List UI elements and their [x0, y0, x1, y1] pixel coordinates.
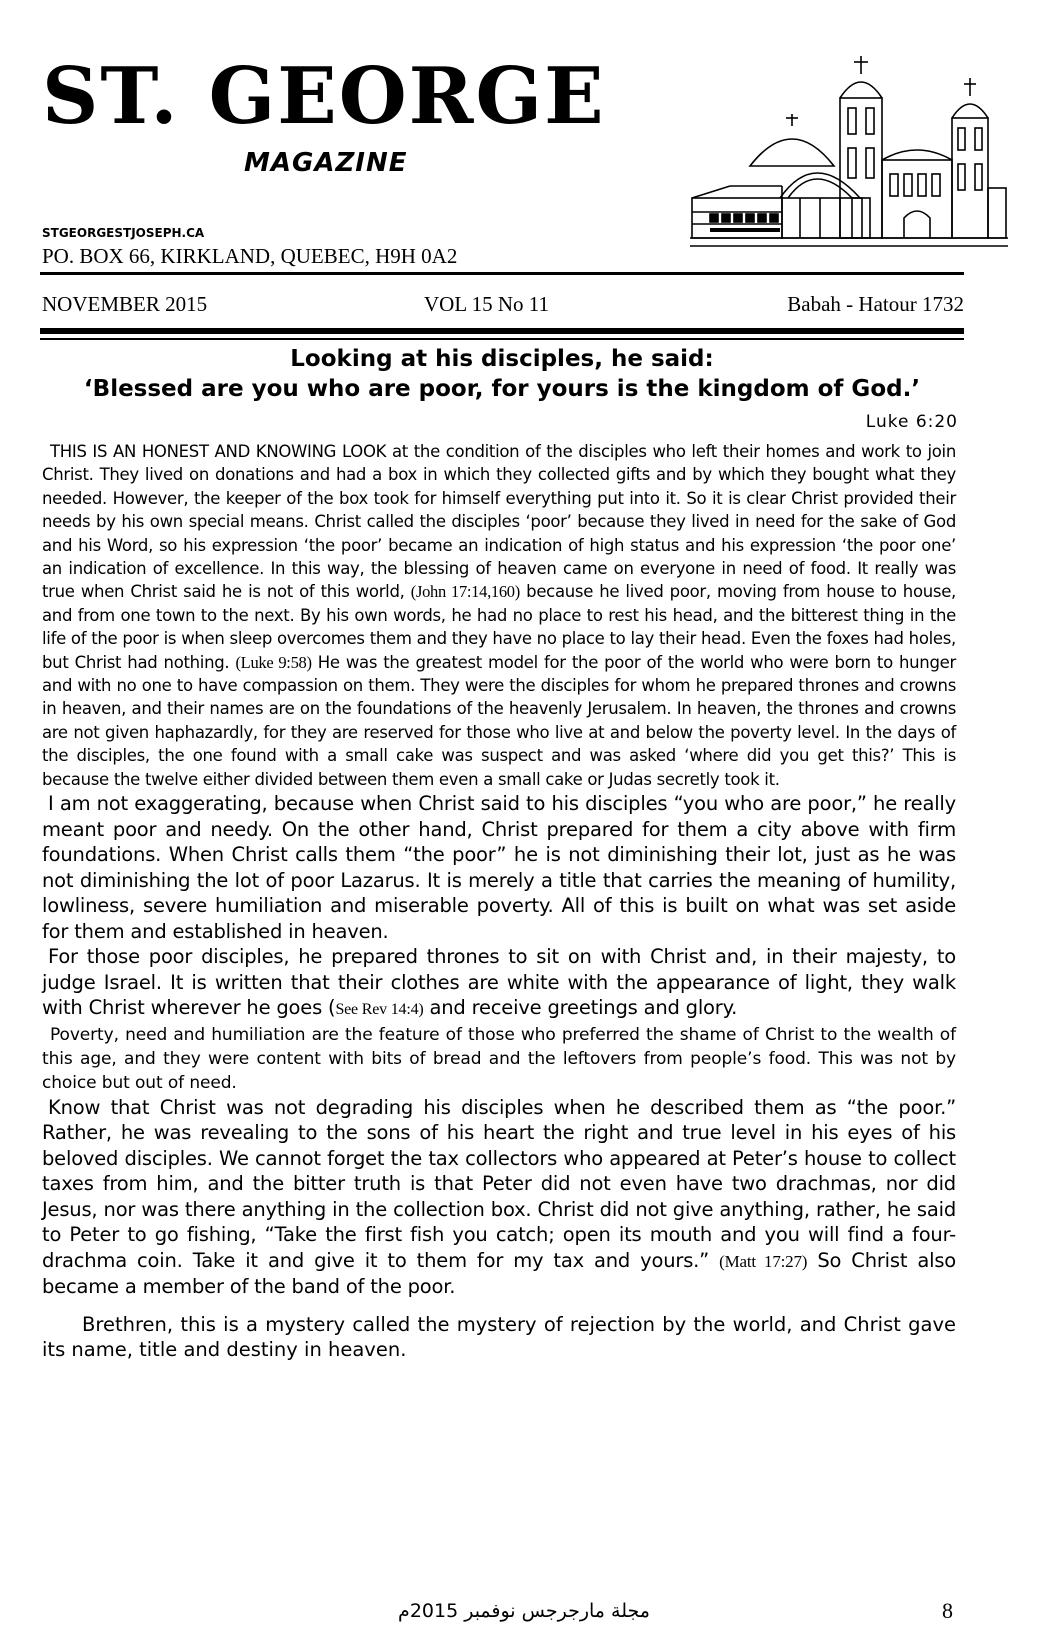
citation-rev: See Rev 14:4)	[335, 1001, 424, 1019]
headline-line-1: Looking at his disciples, he said:	[290, 346, 714, 372]
citation-john: (John 17:14,160)	[410, 582, 520, 602]
paragraph-1	[42, 440, 956, 791]
scripture-reference: Luke 6:20	[865, 412, 958, 432]
coptic-month: Babah - Hatour 1732	[787, 292, 964, 316]
paragraph-1-part-a: THIS IS AN HONEST AND KNOWING LOOK at the condition of the disciples who left their homes and work to join Christ. They lived on donations and had a box in which they collected gifts and by which they bought what they needed. However, the keeper of the box took for himself everything put into it. So it is clear Christ provided their needs by his own special means. Christ called the disciples ‘poor’ because they lived in need for the sake of God and his Word, so his expression ‘the poor’ became an indication of high status and his expression ‘the poor one’ an indication of excellence. In this way, the blessing of heaven came on everyone in need of food. It really was true when Christ said he is not of this world,	[42, 442, 956, 602]
divider-top	[40, 272, 964, 275]
issue-date: NOVEMBER 2015	[42, 292, 208, 316]
paragraph-4: Poverty, need and humiliation are the feature of those who preferred the shame of Christ to the wealth of this age, and they were content with bits of bread and the leftovers from people’s food. This was not by choice but out of need.	[42, 1024, 956, 1093]
issue-volume: VOL 15 No 11	[424, 292, 550, 316]
paragraph-3-part-b: and receive greetings and glory.	[429, 996, 738, 1020]
magazine-subtitle: MAGAZINE	[244, 148, 408, 178]
citation-luke: (Luke 9:58)	[235, 652, 312, 672]
paragraph-6: Brethren, this is a mystery called the mystery of rejection by the world, and Christ gave its name, title and destiny in heaven.	[42, 1312, 956, 1362]
divider-thin	[40, 338, 964, 340]
paragraph-1-part-c: He was the greatest model for the poor of the world who were born to hunger and with no one to have compassion on them. They were the disciples for whom he prepared thrones and crowns in heaven, and their names are on the foundations of the heavenly Jerusalem. In heaven, the thrones and crowns are not given haphazardly, for they are reserved for those who live at and below the poverty level. In the days of the disciples, the one found with a small cake was suspect and was asked ‘where did you get this?’ This is because the twelve either divided between them even a small cake or Judas secretly took it.	[42, 652, 956, 789]
headline-line-2: ‘Blessed are you who are poor, for yours is the kingdom of God.’	[83, 376, 921, 402]
headline	[40, 344, 964, 404]
citation-matt: (Matt 17:27)	[719, 1251, 808, 1271]
paragraph-1-part-b: because he lived poor, moving from house to house, and from one town to the next. By his own words, he had no place to rest his head, and the bitterest thing in the life of the poor is when sleep overcomes them and they have no place to lay their head. Even the foxes had holes, but Christ had nothing.	[42, 582, 957, 672]
article-body	[42, 440, 956, 1363]
paragraph-3-part-a: For those poor disciples, he prepared thrones to sit on with Christ and, in their majesty, to judge Israel. It is written that their clothes are white with the appearance of light, they walk with Christ wherever he goes (	[42, 945, 956, 1020]
divider-thick	[40, 328, 964, 334]
footer-arabic-title: مجلة مارجرجس نوفمبر 2015م	[398, 1600, 650, 1622]
postal-address: PO. BOX 66, KIRKLAND, QUEBEC, H9H 0A2	[42, 244, 458, 268]
masthead-title: ST. GEORGE	[42, 51, 606, 142]
paragraph-2: I am not exaggerating, because when Christ said to his disciples “you who are poor,” he really meant poor and needy. On the other hand, Christ prepared for them a city above with firm foundations. When Christ calls them “the poor” he is not diminishing their lot, just as he was not diminishing the lot of poor Lazarus. It is merely a title that carries the meaning of humility, lowliness, severe humiliation and miserable poverty. All of this is built on what was set aside for them and established in heaven.	[42, 792, 956, 943]
paragraph-5-part-b: So Christ also became a member of the band of the poor.	[42, 1248, 957, 1299]
paragraph-5-part-a: Know that Christ was not degrading his disciples when he described them as “the poor.” Rather, he was revealing to the sons of his heart the right and true level in his eyes of his beloved disciples. We cannot forget the tax collectors who appeared at Peter’s house to collect taxes from him, and the bitter truth is that Peter did not even have two drachmas, nor did Jesus, nor was there anything in the collection box. Christ did not give anything, rather, he said to Peter to go fishing, “Take the first fish you catch; open its mouth and you will find a four-drachma coin. Take it and give it to them for my tax and yours.”	[42, 1095, 956, 1272]
website: STGEORGESTJOSEPH.CA	[42, 226, 205, 240]
church-illustration	[690, 48, 1008, 248]
page-number: 8	[942, 1598, 953, 1623]
paragraph-3	[42, 944, 956, 1023]
paragraph-5	[42, 1095, 956, 1300]
